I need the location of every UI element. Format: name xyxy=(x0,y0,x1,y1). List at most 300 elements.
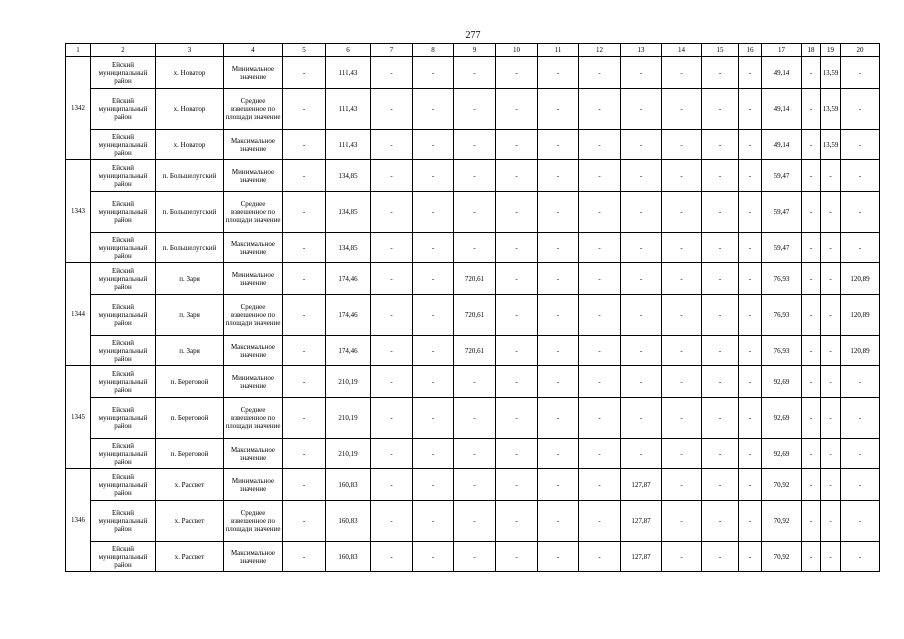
table-cell: - xyxy=(621,57,662,89)
table-cell: - xyxy=(621,89,662,130)
table-cell: - xyxy=(802,398,821,439)
table-cell: - xyxy=(454,192,496,233)
table-cell: - xyxy=(454,160,496,192)
table-cell: - xyxy=(496,57,538,89)
table-cell: - xyxy=(496,398,538,439)
table-cell: - xyxy=(841,89,880,130)
table-cell: - xyxy=(841,233,880,263)
table-cell: - xyxy=(821,192,841,233)
table-cell: - xyxy=(413,336,454,366)
table-cell: 210,19 xyxy=(326,366,371,398)
table-cell: - xyxy=(496,501,538,542)
table-cell: - xyxy=(702,160,739,192)
table-cell: 120,89 xyxy=(841,336,880,366)
table-cell: Максимальное значение xyxy=(224,233,283,263)
table-cell: - xyxy=(739,336,762,366)
table-cell: - xyxy=(413,89,454,130)
table-cell: Среднее взвешенное по площади значение xyxy=(224,192,283,233)
table-cell: - xyxy=(739,542,762,572)
table-cell: 160,83 xyxy=(326,469,371,501)
table-cell: - xyxy=(283,130,326,160)
table-cell: Ейский муниципальный район xyxy=(91,233,156,263)
header-cell: 3 xyxy=(156,44,224,57)
table-cell: - xyxy=(283,542,326,572)
table-cell: - xyxy=(579,439,621,469)
table-cell: - xyxy=(662,130,702,160)
table-cell: - xyxy=(538,57,579,89)
header-cell: 10 xyxy=(496,44,538,57)
table-cell: 720,61 xyxy=(454,336,496,366)
header-cell: 4 xyxy=(224,44,283,57)
table-cell: Ейский муниципальный район xyxy=(91,469,156,501)
table-cell: - xyxy=(371,295,413,336)
table-cell: 70,92 xyxy=(762,542,802,572)
table-cell: - xyxy=(702,295,739,336)
table-cell: - xyxy=(538,295,579,336)
table-cell: - xyxy=(371,233,413,263)
table-cell: - xyxy=(454,439,496,469)
table-cell: Ейский муниципальный район xyxy=(91,542,156,572)
table-cell: - xyxy=(802,366,821,398)
table-cell: - xyxy=(496,295,538,336)
table-row xyxy=(66,233,880,263)
table-cell: - xyxy=(538,542,579,572)
table-cell: - xyxy=(662,542,702,572)
table-cell: - xyxy=(702,57,739,89)
table-cell: п. Заря xyxy=(156,263,224,295)
table-cell: - xyxy=(538,192,579,233)
table-cell: Ейский муниципальный район xyxy=(91,501,156,542)
table-cell: - xyxy=(413,439,454,469)
table-cell: - xyxy=(579,263,621,295)
table-cell: - xyxy=(739,398,762,439)
table-cell: 127,87 xyxy=(621,542,662,572)
table-cell: - xyxy=(454,89,496,130)
table-cell: - xyxy=(283,295,326,336)
table-cell: - xyxy=(538,233,579,263)
table-cell: - xyxy=(371,263,413,295)
table-cell: п. Большелугский xyxy=(156,160,224,192)
table-cell: 70,92 xyxy=(762,469,802,501)
table-cell: Ейский муниципальный район xyxy=(91,57,156,89)
table-cell: - xyxy=(802,263,821,295)
table-cell: - xyxy=(496,469,538,501)
table-cell: х. Рассвет xyxy=(156,469,224,501)
table-cell: - xyxy=(371,192,413,233)
table-cell: - xyxy=(413,542,454,572)
table-cell: - xyxy=(821,366,841,398)
table-cell: - xyxy=(821,160,841,192)
table-cell: - xyxy=(802,295,821,336)
table-cell: 174,46 xyxy=(326,263,371,295)
table-cell: - xyxy=(702,501,739,542)
table-cell: Максимальное значение xyxy=(224,439,283,469)
table-cell: - xyxy=(538,439,579,469)
table-cell: - xyxy=(283,469,326,501)
table-cell: Ейский муниципальный район xyxy=(91,398,156,439)
header-row xyxy=(66,44,880,57)
table-cell: - xyxy=(454,469,496,501)
table-cell: - xyxy=(579,89,621,130)
table-cell: - xyxy=(821,263,841,295)
table-cell: Ейский муниципальный район xyxy=(91,366,156,398)
table-cell: 134,85 xyxy=(326,160,371,192)
row-number-cell: 1346 xyxy=(66,469,91,572)
table-row xyxy=(66,501,880,542)
table-cell: Минимальное значение xyxy=(224,469,283,501)
table-cell: - xyxy=(739,263,762,295)
table-cell: 127,87 xyxy=(621,469,662,501)
table-row xyxy=(66,439,880,469)
table-cell: 70,92 xyxy=(762,501,802,542)
header-cell: 16 xyxy=(739,44,762,57)
table-cell: - xyxy=(739,469,762,501)
table-cell: п. Большелугский xyxy=(156,192,224,233)
table-cell: - xyxy=(371,366,413,398)
table-cell: х. Новатор xyxy=(156,89,224,130)
table-cell: - xyxy=(283,160,326,192)
table-cell: - xyxy=(371,469,413,501)
table-cell: - xyxy=(702,89,739,130)
table-cell: х. Новатор xyxy=(156,130,224,160)
table-cell: - xyxy=(538,160,579,192)
table-cell: - xyxy=(538,89,579,130)
table-cell: - xyxy=(739,501,762,542)
table-cell: - xyxy=(841,542,880,572)
table-cell: - xyxy=(621,192,662,233)
table-cell: - xyxy=(579,366,621,398)
table-cell: - xyxy=(283,398,326,439)
table-cell: - xyxy=(579,160,621,192)
table-cell: - xyxy=(802,130,821,160)
header-cell: 13 xyxy=(621,44,662,57)
table-cell: - xyxy=(413,501,454,542)
table-row xyxy=(66,192,880,233)
table-cell: - xyxy=(283,336,326,366)
table-cell: - xyxy=(579,398,621,439)
table-cell: Среднее взвешенное по площади значение xyxy=(224,89,283,130)
header-cell: 1 xyxy=(66,44,91,57)
table-cell: Минимальное значение xyxy=(224,160,283,192)
table-cell: - xyxy=(802,160,821,192)
table-cell: - xyxy=(621,439,662,469)
table-cell: - xyxy=(739,366,762,398)
table-cell: Ейский муниципальный район xyxy=(91,130,156,160)
table-cell: - xyxy=(662,501,702,542)
table-cell: - xyxy=(538,366,579,398)
table-cell: п. Береговой xyxy=(156,439,224,469)
table-cell: - xyxy=(841,439,880,469)
table-cell: - xyxy=(662,295,702,336)
table-cell: - xyxy=(371,160,413,192)
row-number-cell: 1345 xyxy=(66,366,91,469)
table-cell: - xyxy=(538,398,579,439)
table-cell: - xyxy=(496,263,538,295)
table-cell: 111,43 xyxy=(326,130,371,160)
table-cell: - xyxy=(802,439,821,469)
table-cell: 127,87 xyxy=(621,501,662,542)
header-cell: 11 xyxy=(538,44,579,57)
table-cell: - xyxy=(802,336,821,366)
table-cell: - xyxy=(496,192,538,233)
table-cell: - xyxy=(841,469,880,501)
table-cell: - xyxy=(579,469,621,501)
table-cell: - xyxy=(283,89,326,130)
table-cell: - xyxy=(283,366,326,398)
table-cell: - xyxy=(454,542,496,572)
table-cell: - xyxy=(702,336,739,366)
table-cell: х. Рассвет xyxy=(156,542,224,572)
table-cell: - xyxy=(413,469,454,501)
table-cell: - xyxy=(579,130,621,160)
table-cell: Ейский муниципальный район xyxy=(91,439,156,469)
table-cell: - xyxy=(821,233,841,263)
table-cell: - xyxy=(802,469,821,501)
table-cell: 13,59 xyxy=(821,130,841,160)
table-cell: 92,69 xyxy=(762,398,802,439)
table-cell: - xyxy=(702,469,739,501)
table-cell: 92,69 xyxy=(762,366,802,398)
row-number-cell: 1344 xyxy=(66,263,91,366)
table-row xyxy=(66,89,880,130)
table-cell: 111,43 xyxy=(326,57,371,89)
header-cell: 6 xyxy=(326,44,371,57)
table-cell: - xyxy=(283,263,326,295)
table-cell: - xyxy=(621,263,662,295)
table-cell: Максимальное значение xyxy=(224,130,283,160)
table-cell: - xyxy=(802,501,821,542)
row-number-cell: 1342 xyxy=(66,57,91,160)
table-cell: - xyxy=(413,263,454,295)
table-cell: 120,89 xyxy=(841,295,880,336)
table-cell: - xyxy=(413,130,454,160)
table-cell: - xyxy=(621,398,662,439)
table-cell: Максимальное значение xyxy=(224,542,283,572)
table-cell: п. Заря xyxy=(156,336,224,366)
table-cell: 59,47 xyxy=(762,192,802,233)
table-cell: - xyxy=(496,89,538,130)
table-cell: - xyxy=(739,160,762,192)
header-cell: 18 xyxy=(802,44,821,57)
table-cell: 13,59 xyxy=(821,89,841,130)
table-cell: 59,47 xyxy=(762,233,802,263)
table-cell: Ейский муниципальный район xyxy=(91,295,156,336)
data-table xyxy=(65,43,880,572)
table-cell: - xyxy=(662,336,702,366)
table-cell: - xyxy=(702,263,739,295)
table-cell: - xyxy=(413,192,454,233)
table-cell: - xyxy=(662,439,702,469)
table-cell: - xyxy=(371,398,413,439)
table-cell: Среднее взвешенное по площади значение xyxy=(224,295,283,336)
table-cell: 76,93 xyxy=(762,263,802,295)
table-cell: - xyxy=(371,89,413,130)
table-cell: - xyxy=(841,398,880,439)
table-cell: - xyxy=(821,469,841,501)
table-cell: - xyxy=(496,439,538,469)
table-cell: - xyxy=(283,233,326,263)
table-cell: Минимальное значение xyxy=(224,366,283,398)
table-cell: - xyxy=(739,233,762,263)
table-row xyxy=(66,130,880,160)
table-cell: 49,14 xyxy=(762,57,802,89)
table-cell: Ейский муниципальный район xyxy=(91,160,156,192)
table-row xyxy=(66,295,880,336)
table-cell: п. Большелугский xyxy=(156,233,224,263)
table-cell: - xyxy=(621,366,662,398)
table-cell: - xyxy=(841,501,880,542)
table-cell: п. Заря xyxy=(156,295,224,336)
table-cell: - xyxy=(841,57,880,89)
table-cell: - xyxy=(802,233,821,263)
table-cell: - xyxy=(371,501,413,542)
table-cell: - xyxy=(454,233,496,263)
header-cell: 19 xyxy=(821,44,841,57)
table-cell: - xyxy=(283,57,326,89)
header-cell: 14 xyxy=(662,44,702,57)
table-row xyxy=(66,469,880,501)
table-cell: - xyxy=(371,439,413,469)
table-cell: 160,83 xyxy=(326,501,371,542)
table-cell: - xyxy=(702,398,739,439)
table-cell: - xyxy=(579,501,621,542)
table-cell: - xyxy=(662,366,702,398)
table-cell: - xyxy=(821,542,841,572)
table-cell: - xyxy=(579,57,621,89)
table-row xyxy=(66,263,880,295)
table-cell: - xyxy=(579,542,621,572)
table-cell: - xyxy=(538,263,579,295)
table-row xyxy=(66,57,880,89)
table-cell: - xyxy=(283,501,326,542)
table-cell: - xyxy=(841,366,880,398)
table-cell: 720,61 xyxy=(454,295,496,336)
page-number: 277 xyxy=(465,30,481,41)
table-cell: - xyxy=(454,501,496,542)
table-cell: - xyxy=(413,398,454,439)
table-cell: - xyxy=(413,160,454,192)
table-cell: - xyxy=(621,233,662,263)
table-cell: - xyxy=(538,501,579,542)
table-cell: 13,59 xyxy=(821,57,841,89)
row-number-cell: 1343 xyxy=(66,160,91,263)
table-cell: - xyxy=(821,295,841,336)
table-cell: - xyxy=(739,295,762,336)
table-cell: Среднее взвешенное по площади значение xyxy=(224,398,283,439)
table-cell: Минимальное значение xyxy=(224,57,283,89)
table-cell: - xyxy=(662,398,702,439)
table-cell: - xyxy=(413,366,454,398)
table-cell: - xyxy=(702,542,739,572)
table-cell: - xyxy=(496,366,538,398)
table-cell: - xyxy=(821,501,841,542)
table-cell: - xyxy=(371,57,413,89)
table-cell: - xyxy=(802,57,821,89)
table-cell: 210,19 xyxy=(326,398,371,439)
table-cell: - xyxy=(496,160,538,192)
table-cell: - xyxy=(496,130,538,160)
table-cell: - xyxy=(283,439,326,469)
table-cell: - xyxy=(739,439,762,469)
table-cell: - xyxy=(538,130,579,160)
table-cell: - xyxy=(662,57,702,89)
table-cell: 174,46 xyxy=(326,336,371,366)
header-cell: 7 xyxy=(371,44,413,57)
table-cell: - xyxy=(621,336,662,366)
table-cell: Среднее взвешенное по площади значение xyxy=(224,501,283,542)
table-cell: - xyxy=(371,130,413,160)
table-cell: 210,19 xyxy=(326,439,371,469)
table-cell: Максимальное значение xyxy=(224,336,283,366)
table-cell: - xyxy=(802,192,821,233)
table-cell: - xyxy=(739,130,762,160)
table-cell: п. Береговой xyxy=(156,398,224,439)
header-cell: 5 xyxy=(283,44,326,57)
table-cell: 160,83 xyxy=(326,542,371,572)
table-row xyxy=(66,160,880,192)
table-cell: - xyxy=(702,192,739,233)
table-cell: 120,89 xyxy=(841,263,880,295)
header-cell: 2 xyxy=(91,44,156,57)
table-cell: - xyxy=(662,469,702,501)
table-cell: - xyxy=(621,160,662,192)
table-cell: - xyxy=(802,89,821,130)
table-cell: х. Рассвет xyxy=(156,501,224,542)
table-cell: - xyxy=(579,192,621,233)
table-cell: - xyxy=(821,336,841,366)
table-cell: - xyxy=(454,57,496,89)
table-cell: - xyxy=(538,336,579,366)
header-cell: 17 xyxy=(762,44,802,57)
table-cell: - xyxy=(821,439,841,469)
table-cell: 111,43 xyxy=(326,89,371,130)
table-cell: - xyxy=(371,542,413,572)
table-cell: - xyxy=(454,366,496,398)
table-cell: - xyxy=(413,233,454,263)
table-cell: 92,69 xyxy=(762,439,802,469)
table-row xyxy=(66,542,880,572)
table-cell: п. Береговой xyxy=(156,366,224,398)
table-cell: - xyxy=(413,57,454,89)
table-cell: - xyxy=(579,233,621,263)
header-cell: 8 xyxy=(413,44,454,57)
table-cell: - xyxy=(621,130,662,160)
table-cell: - xyxy=(454,130,496,160)
table-cell: Минимальное значение xyxy=(224,263,283,295)
table-cell: - xyxy=(454,398,496,439)
table-cell: - xyxy=(662,160,702,192)
table-cell: - xyxy=(841,130,880,160)
table-cell: - xyxy=(841,160,880,192)
table-cell: - xyxy=(496,233,538,263)
table-cell: - xyxy=(739,57,762,89)
table-cell: - xyxy=(739,89,762,130)
table-cell: - xyxy=(283,192,326,233)
table-cell: 134,85 xyxy=(326,192,371,233)
table-cell: - xyxy=(621,295,662,336)
table-cell: - xyxy=(702,366,739,398)
header-cell: 9 xyxy=(454,44,496,57)
table-cell: - xyxy=(702,439,739,469)
table-cell: Ейский муниципальный район xyxy=(91,89,156,130)
header-cell: 20 xyxy=(841,44,880,57)
table-cell: х. Новатор xyxy=(156,57,224,89)
table-cell: - xyxy=(579,295,621,336)
table-cell: - xyxy=(662,233,702,263)
header-cell: 15 xyxy=(702,44,739,57)
table-cell: - xyxy=(538,469,579,501)
header-cell: 12 xyxy=(579,44,621,57)
